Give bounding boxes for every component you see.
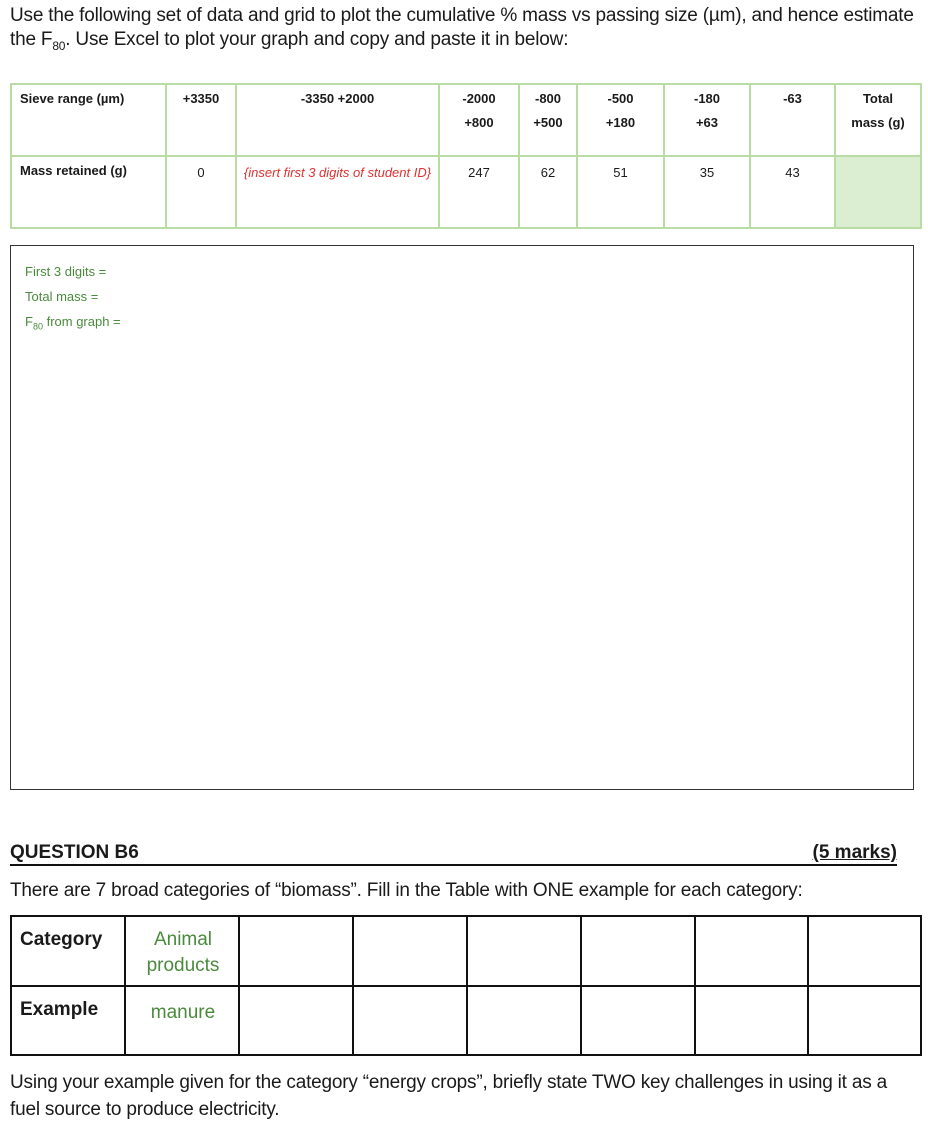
category-cell[interactable]	[581, 916, 695, 986]
graph-answer-box[interactable]	[10, 245, 914, 790]
f80-prefix: F	[25, 314, 33, 329]
example-label: Example	[11, 986, 125, 1055]
range-line: +3350	[182, 91, 220, 106]
range-line: -500	[607, 91, 634, 106]
question-marks: (5 marks)	[812, 842, 897, 863]
category-line: Animal	[153, 929, 213, 950]
sieve-data-table	[10, 83, 922, 229]
mass-value: 43	[750, 156, 835, 228]
sieve-range-cell	[577, 84, 664, 156]
category-label: Category	[11, 916, 125, 986]
example-cell[interactable]	[808, 986, 921, 1055]
mass-value: 35	[664, 156, 750, 228]
closing-instruction: Using your example given for the category “energy crops”, briefly state TWO key challenges in using it as a fuel source to produce electricity.	[10, 1072, 887, 1120]
range-line: -180	[693, 91, 721, 106]
biomass-table	[10, 915, 922, 1056]
category-cell[interactable]	[125, 916, 239, 986]
sieve-range-cell	[519, 84, 577, 156]
mass-retained-row	[11, 156, 921, 228]
first-digits-line: First 3 digits =	[25, 264, 107, 279]
total-mass-header	[835, 84, 921, 156]
f80-subscript: 80	[32, 321, 43, 332]
total-mass-line: Total mass =	[25, 289, 99, 304]
example-cell[interactable]	[353, 986, 467, 1055]
sieve-range-cell	[750, 84, 835, 156]
student-id-placeholder[interactable]: {insert first 3 digits of student ID}	[236, 156, 439, 228]
range-line: +63	[695, 115, 719, 130]
category-row	[11, 916, 921, 986]
category-line: products	[146, 955, 220, 976]
sieve-range-cell	[439, 84, 519, 156]
range-line: +180	[605, 115, 636, 130]
example-cell[interactable]	[581, 986, 695, 1055]
f80-line	[25, 309, 121, 334]
category-cell[interactable]	[808, 916, 921, 986]
sieve-range-row	[11, 84, 921, 156]
total-label-line: mass (g)	[851, 115, 905, 130]
intro-text-1: Use the following set of data and grid to plot the cumulative % mass vs passing size (µm), and hence estimate the F	[10, 5, 914, 50]
range-line: -800	[534, 91, 562, 106]
intro-instruction	[10, 4, 915, 52]
total-label-line: Total	[862, 91, 894, 106]
range-line: -63	[783, 91, 802, 106]
question-title: QUESTION B6	[10, 842, 139, 863]
mass-value: 51	[577, 156, 664, 228]
range-line: +800	[464, 115, 494, 130]
mass-value: 247	[439, 156, 519, 228]
range-line: -2000	[462, 91, 496, 106]
answer-lines	[25, 259, 121, 334]
intro-text-2: . Use Excel to plot your graph and copy and paste it in below:	[65, 29, 569, 50]
total-mass-input-cell[interactable]	[835, 156, 921, 228]
question-text: There are 7 broad categories of “biomass”. Fill in the Table with ONE example for each category:	[10, 880, 803, 901]
sieve-range-label: Sieve range (µm)	[11, 84, 166, 156]
example-cell[interactable]	[239, 986, 353, 1055]
category-cell[interactable]	[695, 916, 808, 986]
range-line: +500	[533, 115, 563, 130]
f80-suffix: from graph =	[42, 314, 121, 329]
question-heading	[10, 840, 897, 866]
mass-retained-label: Mass retained (g)	[11, 156, 166, 228]
example-cell[interactable]	[695, 986, 808, 1055]
range-line: -3350 +2000	[300, 91, 375, 106]
category-cell[interactable]	[353, 916, 467, 986]
example-row	[11, 986, 921, 1055]
mass-value: 62	[519, 156, 577, 228]
sieve-range-cell	[166, 84, 236, 156]
example-cell[interactable]: manure	[125, 986, 239, 1055]
sieve-range-cell	[664, 84, 750, 156]
category-cell[interactable]	[239, 916, 353, 986]
sieve-range-cell	[236, 84, 439, 156]
intro-f80-subscript: 80	[52, 38, 66, 53]
category-cell[interactable]	[467, 916, 581, 986]
example-cell[interactable]	[467, 986, 581, 1055]
mass-value: 0	[166, 156, 236, 228]
